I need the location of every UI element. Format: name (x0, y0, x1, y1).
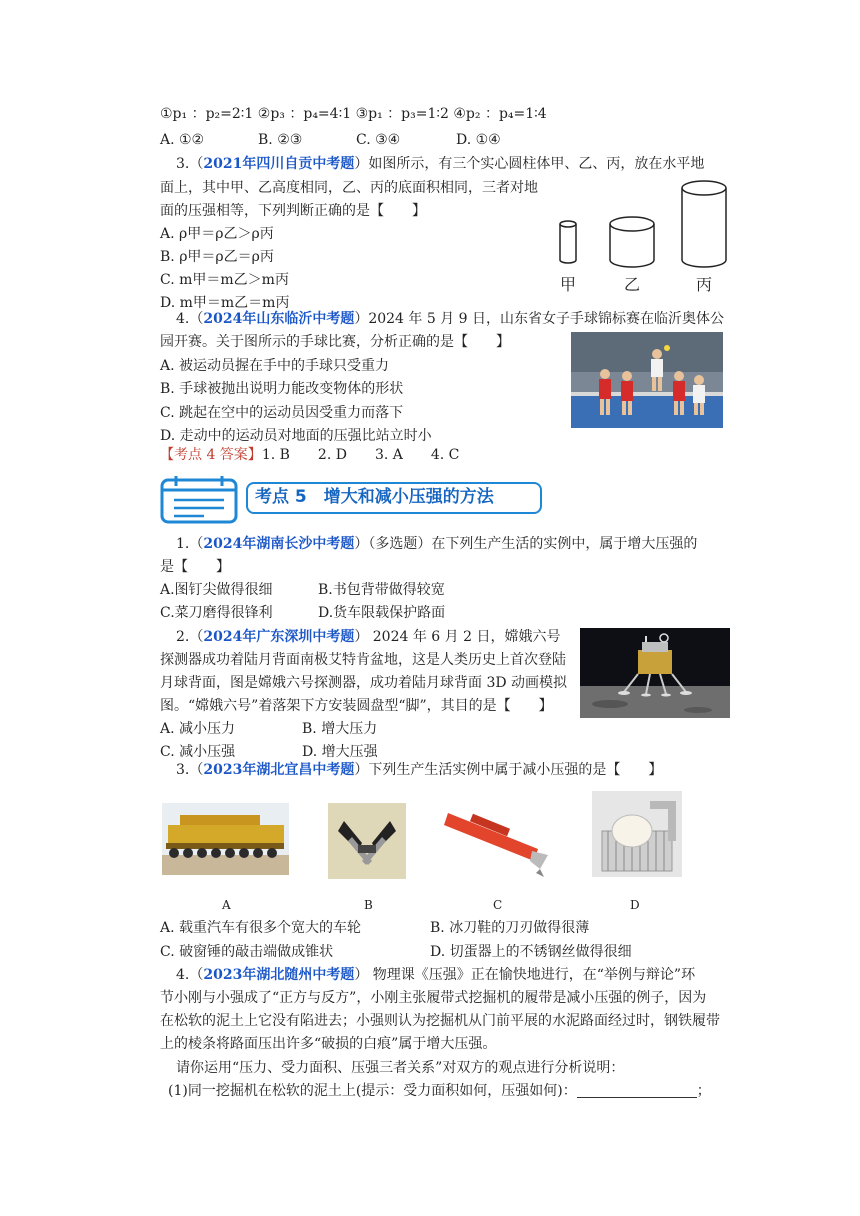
s3-option-d: D. 切蛋器上的不锈钢丝做得很细 (430, 944, 632, 960)
s1-stem-line1: 1.（2024年湖南长沙中考题）（多选题）在下列生产生活的实例中，属于增大压强的 (176, 536, 698, 552)
q3-stem-line2: 面上，其中甲、乙高度相同，乙、丙的底面积相同，三者对地 (160, 180, 538, 196)
q4-stem-line2: 园开赛。关于图所示的手球比赛，分析正确的是【 】 (160, 334, 510, 350)
s1-option-a: A.图钉尖做得很细 (160, 582, 273, 598)
handball-photo (571, 332, 723, 428)
safety-hammer-image (440, 803, 550, 879)
s1-option-d: D.货车限载保护路面 (318, 605, 446, 621)
cylinder-label-yi: 乙 (624, 275, 641, 294)
q3-option-b: B. ρ甲＝ρ乙＝ρ丙 (160, 249, 274, 265)
choice-a: A. ①② (160, 132, 205, 148)
q4-source: 2024年山东临沂中考题 (203, 311, 355, 327)
s1-option-c: C.菜刀磨得很锋利 (160, 605, 273, 621)
q3-stem-line3: 面的压强相等，下列判断正确的是【 】 (160, 203, 426, 219)
heavy-truck-image (162, 803, 289, 875)
calendar-icon (160, 474, 240, 524)
q4-stem-line1: 4.（2024年山东临沂中考题）2024 年 5 月 9 日，山东省女子手球锦标赛在临沂奥体公 (176, 311, 725, 327)
cylinders-figure (548, 176, 738, 298)
s4-stem-line3: 在松软的泥土上它没有陷进去；小强则认为挖掘机从门前平展的水泥路面经过时，钢铁履带 (160, 1013, 720, 1029)
q4-option-b: B. 手球被抛出说明力能改变物体的形状 (160, 381, 404, 397)
s4-instruction: 请你运用“压力、受力面积、压强三者关系”对双方的观点进行分析说明： (176, 1060, 625, 1076)
s3-option-a: A. 载重汽车有很多个宽大的车轮 (160, 920, 362, 936)
q3-option-c: C. m甲＝m乙＞m丙 (160, 272, 289, 288)
s4-stem-line4: 上的棱条将路面压出许多“破损的白痕”属于增大压强。 (160, 1036, 497, 1052)
q4-option-a: A. 被运动员握在手中的手球只受重力 (160, 358, 390, 374)
answer-blank[interactable] (577, 1083, 697, 1098)
q3-option-d: D. m甲＝m乙＝m丙 (160, 295, 290, 311)
s2-option-b: B. 增大压力 (302, 721, 378, 737)
cylinder-label-jia: 甲 (560, 275, 577, 294)
section-header-title: 考点 5 增大和减小压强的方法 (255, 487, 494, 507)
image-caption-a: A (222, 898, 231, 912)
s4-source: 2023年湖北随州中考题 (203, 967, 355, 983)
s2-option-c: C. 减小压强 (160, 744, 236, 760)
choice-d: D. ①④ (456, 132, 501, 148)
image-caption-d: D (630, 898, 640, 912)
image-caption-b: B (364, 898, 373, 912)
q3-source: 2021年四川自贡中考题 (203, 156, 355, 172)
q3-stem-line1: 3.（2021年四川自贡中考题）如图所示，有三个实心圆柱体甲、乙、丙，放在水平地 (176, 156, 705, 172)
s2-option-d: D. 增大压强 (302, 744, 378, 760)
s1-option-b: B.书包背带做得较宽 (318, 582, 445, 598)
lunar-lander-photo (580, 628, 730, 718)
q4-option-c: C. 跳起在空中的运动员因受重力而落下 (160, 405, 404, 421)
s2-stem-line1: 2.（2024年广东深圳中考题） 2024 年 6 月 2 日，嫦娥六号 (176, 629, 561, 645)
cylinder-label-bing: 丙 (696, 275, 713, 294)
s3-option-c: C. 破窗锤的敲击端做成锥状 (160, 944, 334, 960)
s4-part1: (1)同一挖掘机在松软的泥土上(提示：受力面积如何，压强如何)： ； (168, 1083, 711, 1099)
s3-stem-line1: 3.（2023年湖北宜昌中考题）下列生产生活实例中属于减小压强的是【 】 (176, 762, 663, 778)
s2-source: 2024年广东深圳中考题 (203, 629, 355, 645)
egg-slicer-image (592, 791, 682, 877)
q3-option-a: A. ρ甲＝ρ乙＞ρ丙 (160, 226, 274, 242)
choice-c: C. ③④ (356, 132, 401, 148)
s1-stem-line2: 是【 】 (160, 559, 230, 575)
s2-stem-line3: 月球背面，图是嫦娥六号探测器，成功着陆月球背面 3D 动画模拟 (160, 675, 568, 691)
s4-stem-line2: 节小刚与小强成了“正方与反方”，小刚主张履带式挖掘机的履带是减小压强的例子，因为 (160, 990, 707, 1006)
image-caption-c: C (493, 898, 503, 912)
ratio-options-line: ①p₁ ：p₂=2∶1 ②p₃ ：p₄=4∶1 ③p₁ ：p₃=1∶2 ④p₂ ：p₄=1∶4 (160, 106, 547, 122)
choice-b: B. ②③ (258, 132, 303, 148)
s2-stem-line4: 图。“嫦娥六号”着落架下方安装圆盘型“脚”，其目的是【 】 (160, 698, 553, 714)
s3-option-b: B. 冰刀鞋的刀刃做得很薄 (430, 920, 590, 936)
answers-kaodian-4: 【考点 4 答案】1. B 2. D 3. A 4. C (160, 447, 460, 463)
s1-source: 2024年湖南长沙中考题 (203, 536, 355, 552)
ice-skate-image (328, 803, 406, 879)
s4-stem-line1: 4.（2023年湖北随州中考题） 物理课《压强》正在愉快地进行，在“举例与辩论”环 (176, 967, 696, 983)
answers-label: 【考点 4 答案】 (160, 447, 262, 463)
s2-option-a: A. 减小压力 (160, 721, 236, 737)
q4-option-d: D. 走动中的运动员对地面的压强比站立时小 (160, 428, 432, 444)
s2-stem-line2: 探测器成功着陆月背面南极艾特肯盆地，这是人类历史上首次登陆 (160, 652, 566, 668)
s3-source: 2023年湖北宜昌中考题 (203, 762, 355, 778)
